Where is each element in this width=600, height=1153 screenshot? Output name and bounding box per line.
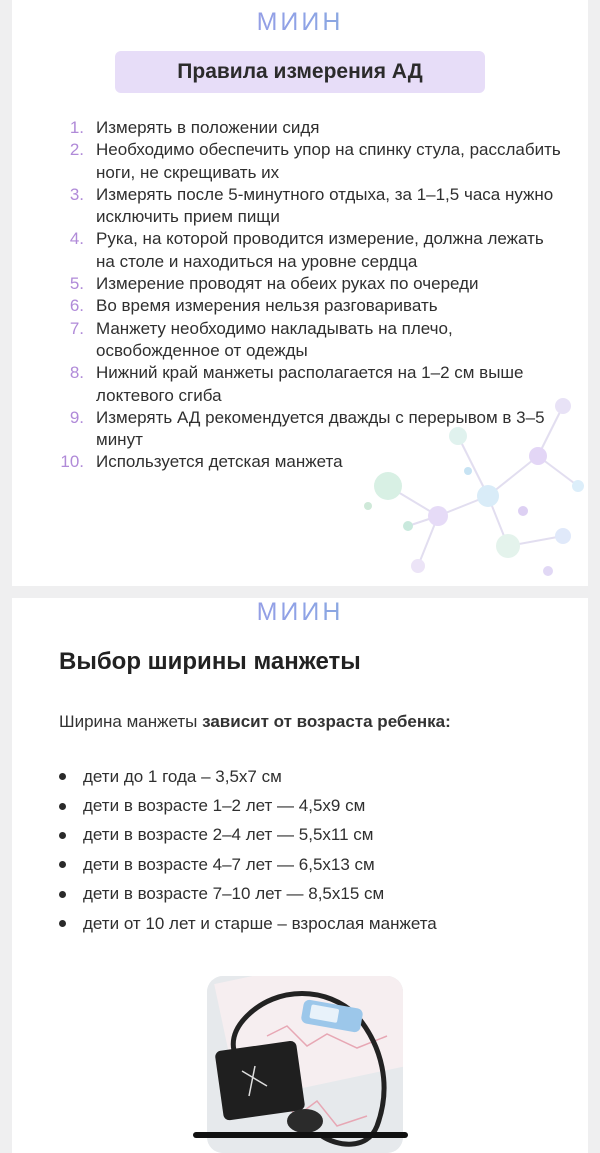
list-item: 5. Измерение проводят на обеих руках по очереди <box>69 274 479 294</box>
tonometer-icon <box>207 976 403 1153</box>
list-item: 10. Используется детская манжета <box>60 452 343 472</box>
list-item: 2. Необходимо обеспечить упор на спинку стула, расслабить ноги, не скрещивать их <box>69 140 561 182</box>
list-item: дети в возрасте 4–7 лет — 6,5х13 см <box>59 850 437 879</box>
list-item: 3. Измерять после 5-минутного отдыха, за 1–1,5 часа нужно исключить прием пищи <box>69 184 554 227</box>
bullet-icon <box>59 773 66 780</box>
list-item: дети до 1 года – 3,5х7 см <box>59 762 437 791</box>
bullet-icon <box>59 920 66 927</box>
rules-slide <box>12 0 588 586</box>
bullet-icon <box>59 832 66 839</box>
list-item: дети в возрасте 7–10 лет — 8,5х15 см <box>59 880 437 909</box>
home-indicator[interactable] <box>193 1132 408 1138</box>
cuff-lead: Ширина манжеты зависит от возраста ребенка: <box>59 712 451 731</box>
list-item: дети в возрасте 1–2 лет — 4,5х9 см <box>59 791 437 820</box>
bullet-icon <box>59 803 66 810</box>
list-item: 4. Рука, на которой проводится измерение, должна лежать на столе и находиться на уровне сердца <box>69 229 544 271</box>
list-item: 6. Во время измерения нельзя разговаривать <box>69 296 438 316</box>
list-item: дети от 10 лет и старше – взрослая манжета <box>59 909 437 938</box>
molecule-decoration-icon <box>348 376 588 586</box>
bullet-icon <box>59 891 66 898</box>
cuff-slide <box>12 598 588 1153</box>
list-item: 9. Измерять АД рекомендуется дважды с перерывом в 3–5 минут <box>69 407 545 450</box>
bullet-icon <box>59 861 66 868</box>
list-item: 8. Нижний край манжеты располагается на 1–2 см выше локтевого сгиба <box>69 363 524 405</box>
list-item: 1. Измерять в положении сидя <box>69 118 320 137</box>
cuff-title: Выбор ширины манжеты <box>59 648 361 675</box>
blood-pressure-cuff-photo <box>207 976 403 1153</box>
logo: МИИН <box>12 598 588 627</box>
rules-title: Правила измерения АД <box>115 51 485 93</box>
logo: МИИН <box>12 8 588 37</box>
list-item: 7. Манжету необходимо накладывать на плечо, освобожденное от одежды <box>69 318 453 360</box>
list-item: дети в возрасте 2–4 лет — 5,5х11 см <box>59 821 437 850</box>
cuff-size-list <box>59 762 437 938</box>
